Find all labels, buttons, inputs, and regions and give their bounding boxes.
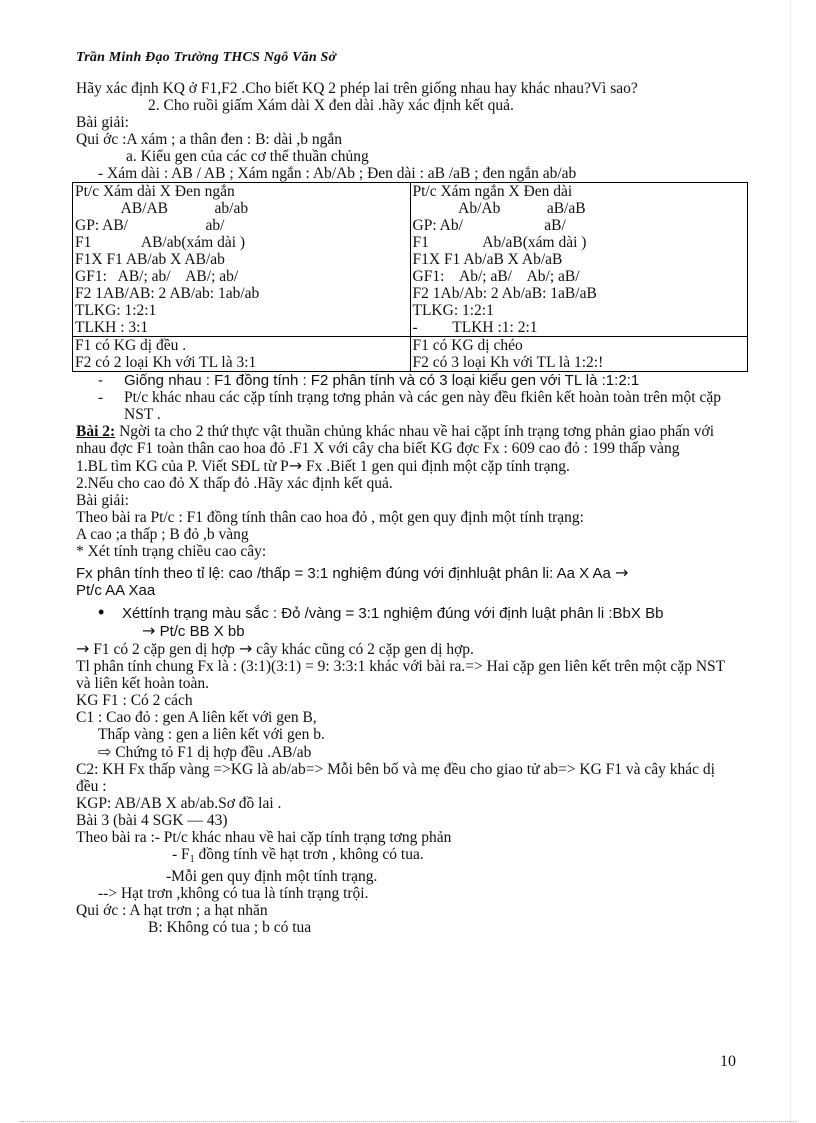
- double-arrow-icon: ⇨: [98, 742, 112, 761]
- cell-line: F1 có KG dị đều .: [75, 337, 187, 354]
- cell-line: TLKG: 1:2:1: [75, 302, 157, 319]
- text-line: B: Không có tua ; b có tua: [148, 919, 312, 936]
- cell-line: TLKH : 3:1: [75, 319, 149, 336]
- text-line: Pt/c AA Xaa: [76, 582, 156, 599]
- question-1-text: 1.BL tìm KG của P. Viết SĐL từ P: [76, 458, 289, 475]
- compare-item: [76, 389, 740, 423]
- text-line: Qui ớc :A xám ; a thân đen : B: dài ,b ngắn: [76, 131, 343, 148]
- page-header: Trần Minh Đạo Trường THCS Ngô Văn Sở: [76, 50, 337, 65]
- subscript: 1: [189, 854, 195, 865]
- text-line: --> Hạt trơn ,không có tua là tính trạng trội.: [98, 885, 369, 902]
- margin-guide: [790, 0, 791, 1123]
- page-content: [76, 80, 740, 936]
- arrow-line-text: F1 có 2 cặp gen dị hợp: [89, 641, 239, 658]
- cell-line: GF1: Ab/; aB/ Ab/; aB/: [412, 268, 580, 285]
- c1-conclusion-text: Chứng tỏ F1 dị hợp đều .AB/ab: [111, 744, 312, 761]
- text-line: A cao ;a thấp ; B đỏ ,b vàng: [76, 526, 249, 543]
- compare-text: Pt/c khác nhau các cặp tính trạng tơng phản và các gen này đều fkiên kết hoàn toàn trên một cặp NST .: [124, 389, 721, 423]
- cell-line: GP: Ab/ aB/: [412, 217, 566, 234]
- question-2: 2.Nếu cho cao đỏ X thấp đỏ .Hãy xác định kết quả.: [76, 475, 393, 492]
- cell-line: F2 có 2 loại Kh với TL là 3:1: [75, 354, 257, 371]
- arrow-icon: →: [76, 639, 90, 658]
- question-1-text-after: Fx .Biết 1 gen qui định một cặp tính trạng.: [302, 458, 570, 475]
- table-row: [73, 183, 748, 337]
- text-line: Thấp vàng : gen a liên kết với gen b.: [98, 726, 325, 743]
- table-cell-right: [410, 183, 748, 337]
- cell-line: F1X F1 Ab/aB X Ab/aB: [412, 251, 563, 268]
- text-line: [76, 846, 740, 868]
- table-cell-left: [73, 183, 411, 337]
- text-line: 2. Cho ruồi giấm Xám dài X đen dài .hãy xác định kết quả.: [148, 97, 514, 114]
- bullet-sub-text: Pt/c BB X bb: [155, 623, 245, 640]
- genotype-table: [72, 182, 748, 372]
- compare-item: [76, 372, 740, 389]
- cell-line: TLKG: 1:2:1: [412, 302, 494, 319]
- solution-label: Bài giải:: [76, 492, 129, 509]
- footer-divider: [20, 1121, 796, 1122]
- bai2-label: Bài 2:: [76, 423, 116, 440]
- question-1: [76, 457, 740, 475]
- bullet-item: [76, 602, 740, 622]
- cell-line: Pt/c Xám dài X Đen ngắn: [75, 183, 235, 200]
- dash-marker: -: [98, 389, 104, 406]
- compare-text: Giống nhau : F1 đồng tính : F2 phân tính và có 3 loại kiểu gen với TL là :1:2:1: [124, 372, 640, 389]
- text-line: a. Kiểu gen của các cơ thể thuần chủng: [126, 148, 369, 165]
- cell-line: F1 Ab/aB(xám dài ): [412, 234, 587, 251]
- bullet-text: Xéttính trạng màu sắc : Đỏ /vàng = 3:1 nghiệm đúng với định luật phân li :BbX Bb: [122, 605, 664, 622]
- cell-line: Pt/c Xám ngắn X Đen dài: [412, 183, 573, 200]
- fx-line: [76, 564, 740, 582]
- text-line: * Xét tính trạng chiều cao cây:: [76, 543, 267, 560]
- cell-line: GP: AB/ ab/: [75, 217, 225, 234]
- arrow-line-text: cây khác cũng có 2 cặp gen dị hợp.: [252, 641, 474, 658]
- bai2-text: Ngời ta cho 2 thứ thực vật thuần chủng khác nhau về hai cặpt ính trạng tơng phản giao phấn với nhau đợc F1 toàn thân cao hoa đỏ .F1 X với cây cha biết KG đợc Fx : 609 cao đỏ : 199 thấp vàng: [76, 423, 714, 457]
- table-cell-left: [73, 337, 411, 372]
- arrow-icon: →: [614, 563, 629, 582]
- text-line: Bài giải:: [76, 114, 129, 131]
- text-line: Hãy xác định KQ ở F1,F2 .Cho biết KQ 2 phép lai trên giống nhau hay khác nhau?Vì sao?: [76, 80, 638, 97]
- bullet-icon: •: [98, 602, 105, 622]
- cell-line: F1 AB/ab(xám dài ): [75, 234, 246, 251]
- table-cell-right: [410, 337, 748, 372]
- text-line: Theo bài ra :- Pt/c khác nhau về hai cặp tính trạng tơng phản: [76, 829, 452, 846]
- fx-line-text: Fx phân tính theo tỉ lệ: cao /thấp = 3:1 nghiệm đúng với địnhluật phân li: Aa X Aa: [76, 565, 615, 582]
- text-line: Qui ớc : A hạt trơn ; a hạt nhăn: [76, 902, 268, 919]
- page-number: 10: [720, 1053, 736, 1070]
- c1-conclusion: [76, 743, 740, 761]
- dash-marker: -: [98, 372, 103, 389]
- arrow-icon: →: [238, 639, 253, 658]
- bai2-paragraph: [76, 423, 740, 457]
- arrow-icon: →: [288, 456, 303, 475]
- text-line: C1 : Cao đỏ : gen A liên kết với gen B,: [76, 709, 317, 726]
- cell-line: - TLKH :1: 2:1: [412, 319, 538, 336]
- text-line: KGP: AB/AB X ab/ab.Sơ đồ lai .: [76, 795, 282, 812]
- text-line: KG F1 : Có 2 cách: [76, 692, 193, 709]
- text-line: Bài 3 (bài 4 SGK — 43): [76, 812, 228, 829]
- text-line: -Mỗi gen quy định một tính trạng.: [166, 868, 378, 885]
- text-line: Theo bài ra Pt/c : F1 đồng tính thân cao hoa đỏ , một gen quy định một tính trạng:: [76, 509, 584, 526]
- cell-line: GF1: AB/; ab/ AB/; ab/: [75, 268, 239, 285]
- cell-line: AB/AB ab/ab: [75, 200, 249, 217]
- text-line: Tl phân tính chung Fx là : (3:1)(3:1) = 9: 3:3:1 khác với bài ra.=> Hai cặp gen liên kết trên một cặp NST và liên kết hoàn toàn.: [76, 658, 725, 692]
- cell-line: F2 1AB/AB: 2 AB/ab: 1ab/ab: [75, 285, 260, 302]
- cell-line: F1 có KG dị chéo: [412, 337, 523, 354]
- arrow-icon: →: [142, 621, 156, 640]
- arrow-line: [76, 640, 740, 658]
- text-fragment: - F: [172, 846, 190, 863]
- cell-line: F2 1Ab/Ab: 2 Ab/aB: 1aB/aB: [412, 285, 597, 302]
- text-fragment: đồng tính về hạt trơn , không có tua.: [194, 846, 424, 863]
- table-row: [73, 337, 748, 372]
- text-line: C2: KH Fx thấp vàng =>KG là ab/ab=> Mỗi bên bố và mẹ đều cho giao tử ab=> KG F1 và cây khác dị đều :: [76, 761, 715, 795]
- cell-line: Ab/Ab aB/aB: [412, 200, 586, 217]
- bullet-sub: [76, 622, 740, 640]
- cell-line: F2 có 3 loại Kh với TL là 1:2:!: [412, 354, 604, 371]
- text-line: - Xám dài : AB / AB ; Xám ngắn : Ab/Ab ; Đen dài : aB /aB ; đen ngắn ab/ab: [98, 165, 577, 182]
- cell-line: F1X F1 AB/ab X AB/ab: [75, 251, 225, 268]
